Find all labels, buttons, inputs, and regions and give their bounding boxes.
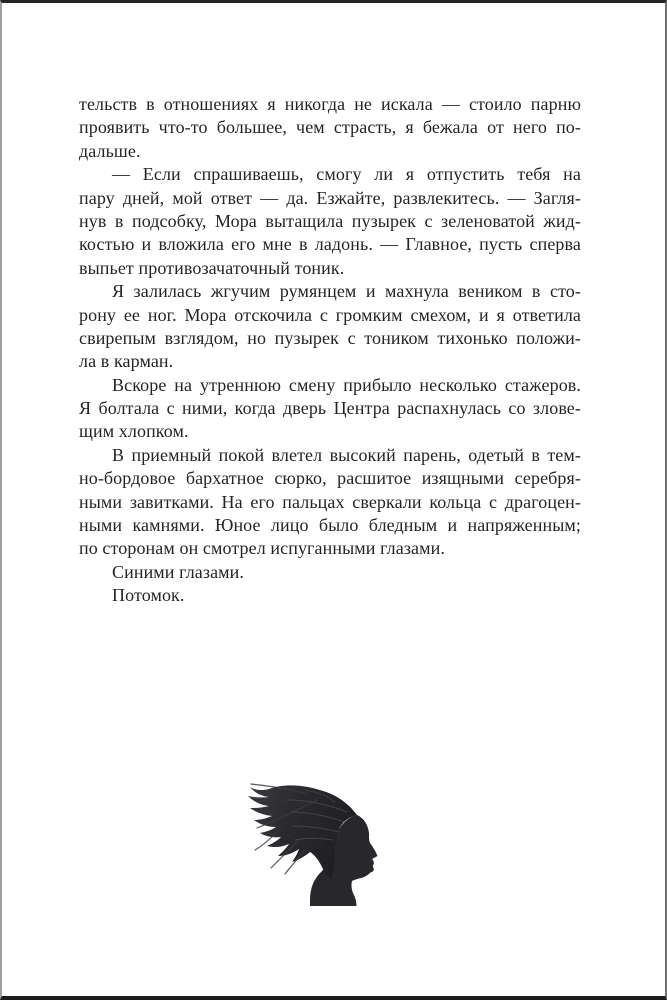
text-block (79, 93, 581, 608)
text-line: ными завитками. На его пальцах сверкали кольца с драгоцен- (79, 491, 581, 512)
text-line: Я болтала с ними, когда дверь Центра распахнулась со злове- (79, 398, 581, 419)
text-line: — Если спрашиваешь, смогу ли я отпустить тебя на (112, 164, 581, 185)
text-line: Я залилась жгучим румянцем и махнула веником в сто- (112, 281, 581, 302)
text-line: тельств в отношениях я никогда не искала — стоило парню (79, 94, 581, 114)
text-line: свирепым взглядом, но пузырек с тоником тихонько положи- (79, 327, 581, 348)
paragraph (79, 93, 581, 163)
illustration (247, 782, 383, 906)
text-line: щим хлопком. (79, 421, 189, 442)
text-line: рону ее ног. Мора отскочила с громким смехом, и я ответила (79, 304, 581, 325)
paragraph (79, 584, 581, 607)
paragraph (79, 374, 581, 444)
text-line: костью и вложила его мне в ладонь. — Главное, пусть сперва (79, 234, 581, 255)
paragraph (79, 444, 581, 561)
text-line: Синими глазами. (112, 561, 244, 582)
text-line: В приемный покой влетел высокий парень, одетый в тем- (112, 444, 581, 465)
text-line: нув в подсобку, Мора вытащила пузырек с зеленоватой жид- (79, 210, 581, 231)
text-line: ными камнями. Юное лицо было бледным и напряженным; (79, 515, 581, 536)
text-line: пару дней, мой ответ — да. Езжайте, развлекитесь. — Загля- (79, 187, 581, 208)
text-line: ла в карман. (79, 351, 174, 372)
text-line: Потомок. (112, 585, 185, 606)
text-line: выпьет противозачаточный тоник. (79, 257, 345, 278)
text-line: дальше. (79, 140, 141, 161)
paragraph (79, 280, 581, 374)
text-line: но-бордовое бархатное сюрко, расшитое изящными серебря- (79, 468, 581, 489)
woman-silhouette-icon (247, 782, 383, 906)
text-line: по сторонам он смотрел испуганными глазами. (79, 538, 445, 559)
paragraph (79, 561, 581, 584)
paragraph (79, 163, 581, 280)
text-line: Вскоре на утреннюю смену прибыло несколько стажеров. (112, 374, 581, 395)
text-line: проявить что-то большее, чем страсть, я бежала от него по- (79, 117, 581, 138)
